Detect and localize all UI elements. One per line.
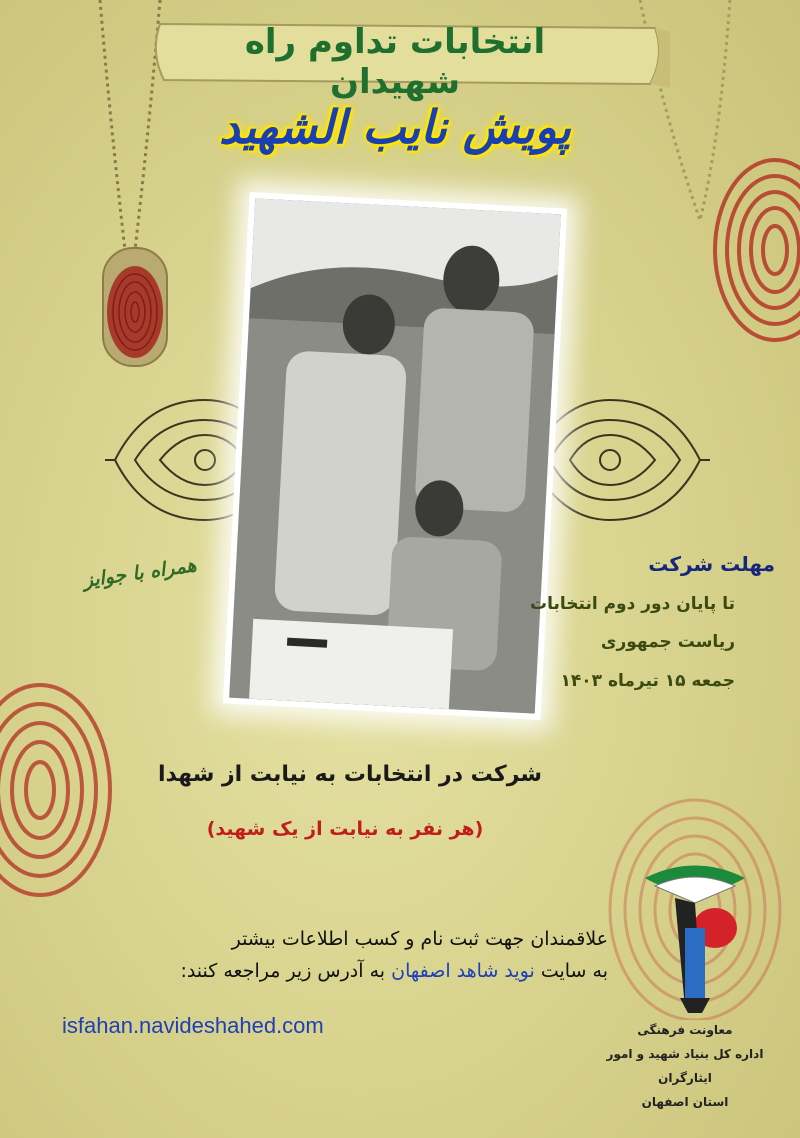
- dog-tag-icon: [85, 240, 185, 380]
- info-line-1: علاقمندان جهت ثبت نام و کسب اطلاعات بیشتر: [231, 928, 608, 950]
- banner-title: انتخابات تداوم راه شهیدان: [244, 22, 546, 102]
- martyrs-foundation-logo: [640, 858, 750, 1018]
- org-line-3: استان اصفهان: [641, 1095, 729, 1109]
- deadline-line: تا پایان دور دوم انتخابات: [530, 594, 735, 614]
- info-line-2-suffix: به آدرس زیر مراجعه کنند:: [180, 960, 386, 982]
- deadline-title: مهلت شرکت: [648, 552, 775, 576]
- fingerprint-icon: [705, 150, 800, 360]
- main-heading: شرکت در انتخابات به نیابت از شهدا: [157, 762, 543, 787]
- org-line-2: اداره کل بنیاد شهید و امور ایثارگران: [606, 1047, 764, 1085]
- fingerprint-icon: [0, 670, 120, 910]
- deadline-line: جمعه ۱۵ تیرماه ۱۴۰۳: [560, 671, 735, 691]
- website-link[interactable]: isfahan.navideshahed.com: [62, 1013, 324, 1038]
- info-line-2-prefix: به سایت: [540, 960, 608, 982]
- info-line-2: [48, 960, 608, 982]
- prizes-note: همراه با جوایز: [82, 554, 198, 592]
- campaign-title: پویش نایب الشهید: [219, 100, 571, 154]
- main-subheading: (هر نفر به نیابت از یک شهید): [206, 818, 484, 840]
- org-line-1: معاونت فرهنگی: [637, 1023, 733, 1037]
- organization-block: [580, 1018, 790, 1114]
- deadline-line: ریاست جمهوری: [600, 632, 735, 652]
- site-name-highlight: نوید شاهد اصفهان: [391, 960, 535, 982]
